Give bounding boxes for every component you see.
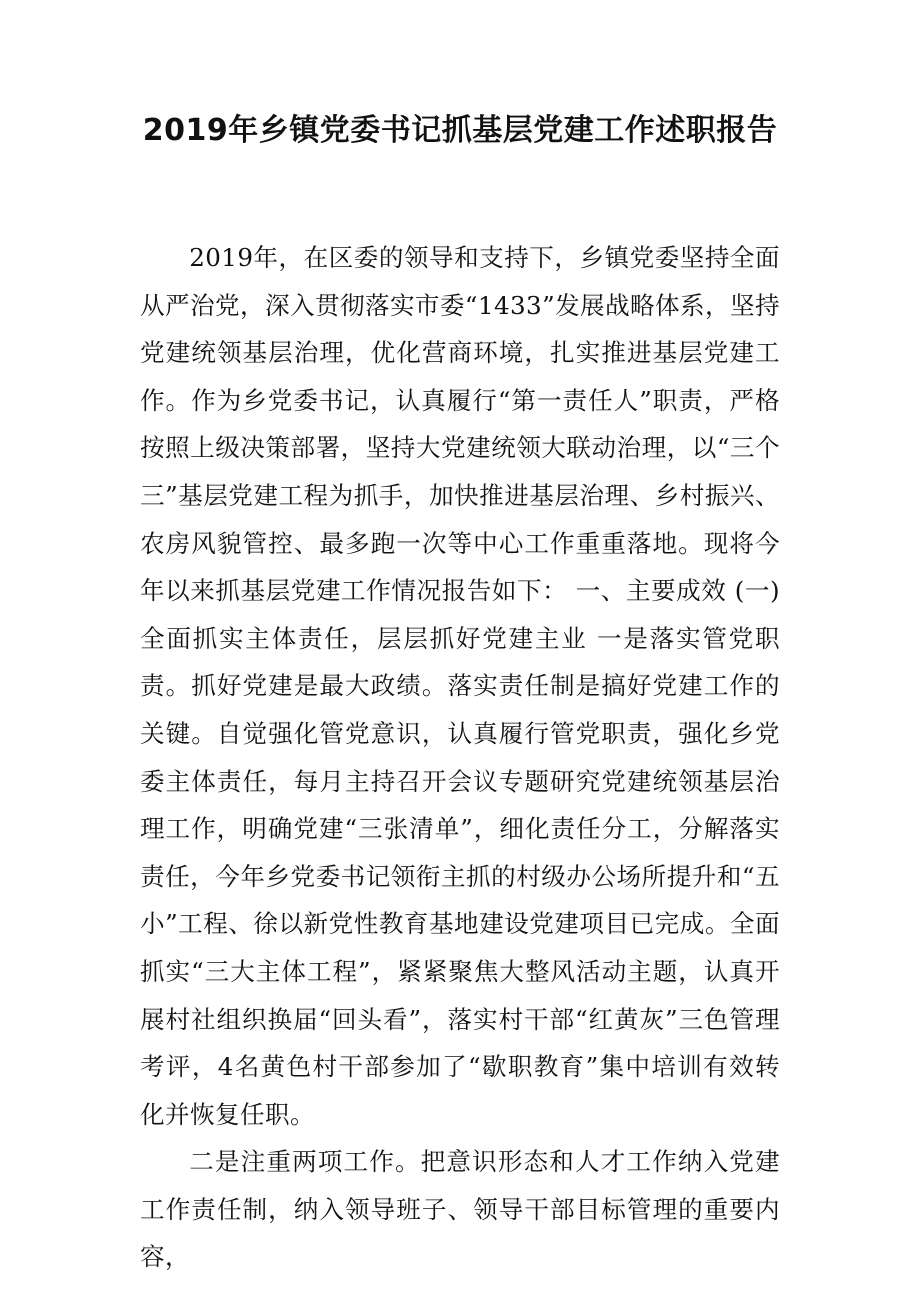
document-title: 2019年乡镇党委书记抓基层党建工作述职报告 (142, 113, 778, 148)
body-paragraph-2: 二是注重两项工作。把意识形态和人才工作纳入党建工作责任制，纳入领导班子、领导干部目标管理的重要内容， (140, 1147, 780, 1272)
body-paragraph-1: 2019年，在区委的领导和支持下，乡镇党委坚持全面从严治党，深入贯彻落实市委“1433”发展战略体系，坚持党建统领基层治理，优化营商环境，扎实推进基层党建工作。作为乡党委书记，认真履行“第一责任人”职责，严格按照上级决策部署，坚持大党建统领大联动治理，以“三个三”基层党建工程为抓手，加快推进基层治理、乡村振兴、农房风貌管控、最多跑一次等中心工作重重落地。现将今年以来抓基层党建工作情况报告如下： 一、主要成效 (一)全面抓实主体责任，层层抓好党建主业 一是落实管党职责。抓好党建是最大政绩。落实责任制是搞好党建工作的关键。自觉强化管党意识，认真履行管党职责，强化乡党委主体责任，每月主持召开会议专题研究党建统领基层治理工作，明确党建“三张清单”，细化责任分工，分解落实责任，今年乡党委书记领衔主抓的村级办公场所提升和“五小”工程、徐以新党性教育基地建设党建项目已完成。全面抓实“三大主体工程”，紧紧聚焦大整风活动主题，认真开展村社组织换届“回头看”，落实村干部“红黄灰”三色管理考评，4名黄色村干部参加了“歇职教育”集中培训有效转化并恢复任职。 (140, 243, 780, 1129)
document-body (140, 234, 780, 1281)
